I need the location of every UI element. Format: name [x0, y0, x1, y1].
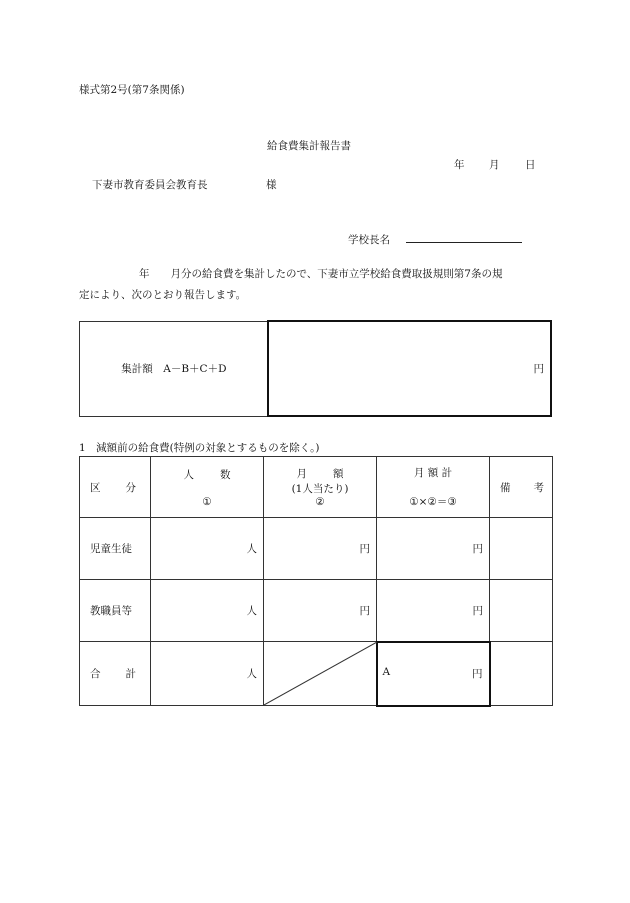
school-name-underline	[406, 242, 522, 243]
header-monthly-b: 額	[333, 468, 344, 480]
sum-total-prefix: A	[382, 666, 391, 678]
sum-label-a: 合	[90, 668, 101, 680]
header-category-a: 区	[90, 481, 101, 494]
header-count-b: 数	[220, 468, 231, 481]
count-unit: 人	[246, 605, 257, 617]
total-unit: 円	[472, 604, 483, 617]
summary-unit: 円	[533, 363, 544, 375]
sum-remarks-cell	[490, 642, 553, 706]
header-total-formula: ①×②＝③	[409, 496, 457, 508]
header-monthly	[264, 457, 377, 518]
count-cell	[151, 580, 264, 642]
total-cell	[377, 518, 490, 580]
row-label-cell	[80, 518, 151, 580]
sum-monthly-cell-crossed	[264, 642, 377, 706]
header-monthly-circle: ②	[315, 496, 325, 508]
monthly-unit: 円	[359, 543, 370, 555]
sum-label-b: 計	[125, 668, 136, 680]
monthly-unit: 円	[359, 605, 370, 617]
monthly-cell	[264, 580, 377, 642]
header-category	[80, 457, 151, 518]
honorific: 様	[266, 179, 277, 191]
form-number: 様式第2号(第7条関係)	[79, 84, 185, 96]
remarks-cell	[490, 518, 553, 580]
report-title: 給食費集計報告書	[267, 140, 351, 152]
count-cell	[151, 518, 264, 580]
header-count	[151, 457, 264, 518]
body-text-line2: 定により、次のとおり報告します。	[79, 289, 247, 301]
diagonal-strike	[264, 642, 377, 705]
header-remarks-a: 備	[500, 481, 511, 494]
total-cell	[377, 580, 490, 642]
date-month-label: 月	[489, 159, 500, 171]
row-label: 児童生徒	[90, 543, 132, 555]
header-total-label: 月 額 計	[413, 467, 453, 479]
date-day-label: 日	[525, 159, 536, 171]
row-label: 教職員等	[90, 605, 132, 617]
fee-table	[79, 456, 553, 707]
count-unit: 人	[246, 543, 257, 555]
summary-table	[79, 320, 552, 417]
header-remarks	[490, 457, 553, 518]
summary-label-cell	[80, 321, 268, 416]
header-remarks-b: 考	[533, 481, 544, 494]
header-count-a: 人	[183, 468, 194, 481]
table-row	[80, 518, 553, 580]
monthly-cell	[264, 518, 377, 580]
addressee: 下妻市教育委員会教育長	[92, 179, 208, 191]
row-label-cell	[80, 580, 151, 642]
sum-count-unit: 人	[246, 668, 257, 680]
header-monthly-sub: (1人当たり)	[291, 483, 349, 495]
total-unit: 円	[472, 543, 483, 555]
sum-label-cell	[80, 642, 151, 706]
sum-count-cell	[151, 642, 264, 706]
table-row	[80, 580, 553, 642]
date-year-label: 年	[454, 159, 465, 171]
header-monthly-a: 月	[296, 468, 307, 480]
sum-row	[80, 642, 553, 706]
section1-title: 1 減額前の給食費(特例の対象とするものを除く。)	[79, 442, 320, 454]
remarks-cell	[490, 580, 553, 642]
sum-total-unit: 円	[472, 668, 483, 680]
sum-total-cell	[377, 642, 490, 706]
body-text-line1: 年 月分の給食費を集計したので、下妻市立学校給食費取扱規則第7条の規	[139, 268, 503, 280]
school-name-label: 学校長名	[348, 234, 390, 246]
header-total	[377, 457, 490, 518]
table-header-row	[80, 457, 553, 518]
header-category-b: 分	[125, 481, 136, 494]
summary-value-cell	[268, 321, 552, 416]
header-count-circle: ①	[202, 495, 212, 508]
summary-label: 集計額 A－B＋C＋D	[121, 363, 227, 375]
